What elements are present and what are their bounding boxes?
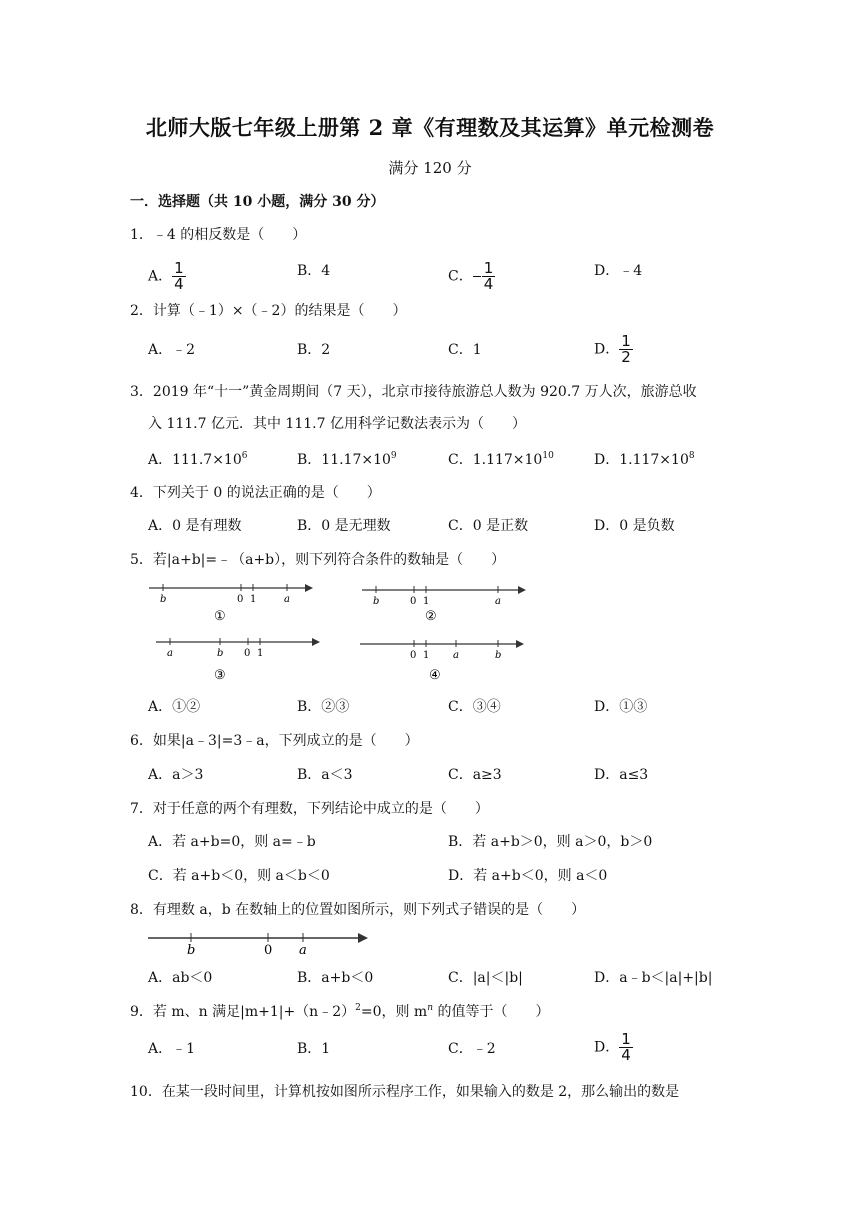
q5-option-a: A．①② <box>148 699 201 715</box>
q2-option-d: D． $\frac{1}{2}$ <box>594 332 631 366</box>
axis-label-1: 1 <box>257 648 264 659</box>
q3-option-b: B．$11.17\times 10^9$ <box>297 451 397 468</box>
q8-option-d: D．a﹣b＜|a|+|b| <box>594 970 713 986</box>
q7-option-a: A．若 a+b=0，则 a=﹣b <box>148 834 316 850</box>
axis-caption-3: ③ <box>214 668 226 682</box>
axis-caption-4: ④ <box>429 668 441 682</box>
axis-label-0: 0 <box>264 943 273 958</box>
q9-option-a: A．﹣1 <box>148 1041 196 1057</box>
q9-d-fraction: $\frac{1}{4}$ <box>621 1030 631 1064</box>
q6-stem: 6．如果|a﹣3|=3﹣a，下列成立的是（ ） <box>130 733 419 749</box>
q2-option-b: B．2 <box>297 342 331 358</box>
q1-option-a: A． $\frac{1}{4}$ <box>148 259 184 293</box>
q7-option-b: B．若 a+b＞0，则 a＞0，b＞0 <box>448 834 653 850</box>
axis-label-a: a <box>167 648 173 659</box>
axis-label-b: b <box>160 594 167 605</box>
axis-label-1: 1 <box>250 594 257 605</box>
q1-option-d: D．﹣4 <box>594 263 643 279</box>
q4-stem: 4．下列关于 0 的说法正确的是（ ） <box>130 485 381 501</box>
page-title: 北师大版七年级上册第 2 章《有理数及其运算》单元检测卷 <box>145 115 715 140</box>
q6-option-d: D．a≤3 <box>594 767 649 783</box>
q8-number-line <box>146 930 372 960</box>
axis-label-a: a <box>299 943 307 958</box>
axis-label-b: b <box>373 596 380 607</box>
q5-option-c: C．③④ <box>448 699 501 715</box>
q4-option-a: A．0 是有理数 <box>148 518 242 534</box>
axis-label-a: a <box>284 594 290 605</box>
section-heading: 一．选择题（共 10 小题，满分 30 分） <box>130 194 385 210</box>
q9-option-b: B．1 <box>297 1041 331 1057</box>
axis-label-b: b <box>217 648 224 659</box>
axis-label-b: b <box>187 943 196 958</box>
q5-number-line-4 <box>356 636 526 682</box>
q2-d-fraction: $\frac{1}{2}$ <box>621 332 631 366</box>
q7-stem: 7．对于任意的两个有理数，下列结论中成立的是（ ） <box>130 801 489 817</box>
axis-label-0: 0 <box>237 594 244 605</box>
q5-number-line-1 <box>145 580 315 624</box>
q1-a-fraction: $\frac{1}{4}$ <box>174 259 184 293</box>
q6-option-c: C．a≥3 <box>448 767 502 783</box>
q3-option-c: C．$1.117\times 10^{10}$ <box>448 451 554 468</box>
q8-option-b: B．a+b＜0 <box>297 970 374 986</box>
axis-label-1: 1 <box>423 650 430 661</box>
q7-option-d: D．若 a+b＜0，则 a＜0 <box>448 868 608 884</box>
q5-stem: 5．若|a+b|=﹣（a+b），则下列符合条件的数轴是（ ） <box>130 552 506 568</box>
minus-sign <box>473 276 481 277</box>
q5-number-line-3 <box>152 634 322 682</box>
page-subtitle: 满分 120 分 <box>388 159 472 177</box>
q3-stem-line2: 入 111.7 亿元．其中 111.7 亿用科学记数法表示为（ ） <box>148 416 526 432</box>
q3-option-d: D．$1.117\times 10^8$ <box>594 451 695 468</box>
q9-option-d: D． $\frac{1}{4}$ <box>594 1030 631 1064</box>
q1-c-fraction: $\frac{1}{4}$ <box>483 259 494 293</box>
q4-option-d: D．0 是负数 <box>594 518 675 534</box>
axis-label-b: b <box>495 650 502 661</box>
q6-option-b: B．a＜3 <box>297 767 353 783</box>
q1-stem: 1．﹣4 的相反数是（ ） <box>130 227 307 243</box>
q1-option-c: C． $\frac{1}{4}$ <box>448 259 494 293</box>
q9-stem: 9．若 m、n 满足|m+1|+（n﹣2）$^2$=0，则 $m^n$ 的值等于（ ） <box>130 1003 550 1020</box>
q2-stem: 2．计算（﹣1）×（﹣2）的结果是（ ） <box>130 303 407 319</box>
q3-option-a: A．$111.7\times 10^6$ <box>148 451 248 468</box>
q8-stem: 8．有理数 a，b 在数轴上的位置如图所示，则下列式子错误的是（ ） <box>130 902 586 918</box>
q4-option-c: C．0 是正数 <box>448 518 529 534</box>
q4-option-b: B．0 是无理数 <box>297 518 391 534</box>
q5-option-d: D．①③ <box>594 699 648 715</box>
q1-option-b: B．4 <box>297 263 331 279</box>
axis-label-a: a <box>495 596 501 607</box>
axis-label-0: 0 <box>410 650 417 661</box>
axis-caption-1: ① <box>214 609 226 624</box>
q2-option-c: C．1 <box>448 342 482 358</box>
q3-stem-line1: 3．2019 年“十一”黄金周期间（7 天），北京市接待旅游总人数为 920.7 万人次，旅游总收 <box>130 384 697 400</box>
axis-caption-2: ② <box>425 609 437 624</box>
q5-number-line-2 <box>358 582 528 626</box>
axis-label-0: 0 <box>410 596 417 607</box>
axis-label-0: 0 <box>244 648 251 659</box>
q8-option-c: C．|a|＜|b| <box>448 970 523 986</box>
axis-label-a: a <box>453 650 459 661</box>
q5-option-b: B．②③ <box>297 699 350 715</box>
q8-option-a: A．ab＜0 <box>148 970 213 986</box>
q9-option-c: C．﹣2 <box>448 1041 496 1057</box>
q10-stem: 10．在某一段时间里，计算机按如图所示程序工作，如果输入的数是 2，那么输出的数是 <box>130 1084 680 1100</box>
q2-option-a: A．﹣2 <box>148 342 196 358</box>
axis-label-1: 1 <box>423 596 430 607</box>
q6-option-a: A．a＞3 <box>148 767 204 783</box>
q7-option-c: C．若 a+b＜0，则 a＜b＜0 <box>148 868 330 884</box>
